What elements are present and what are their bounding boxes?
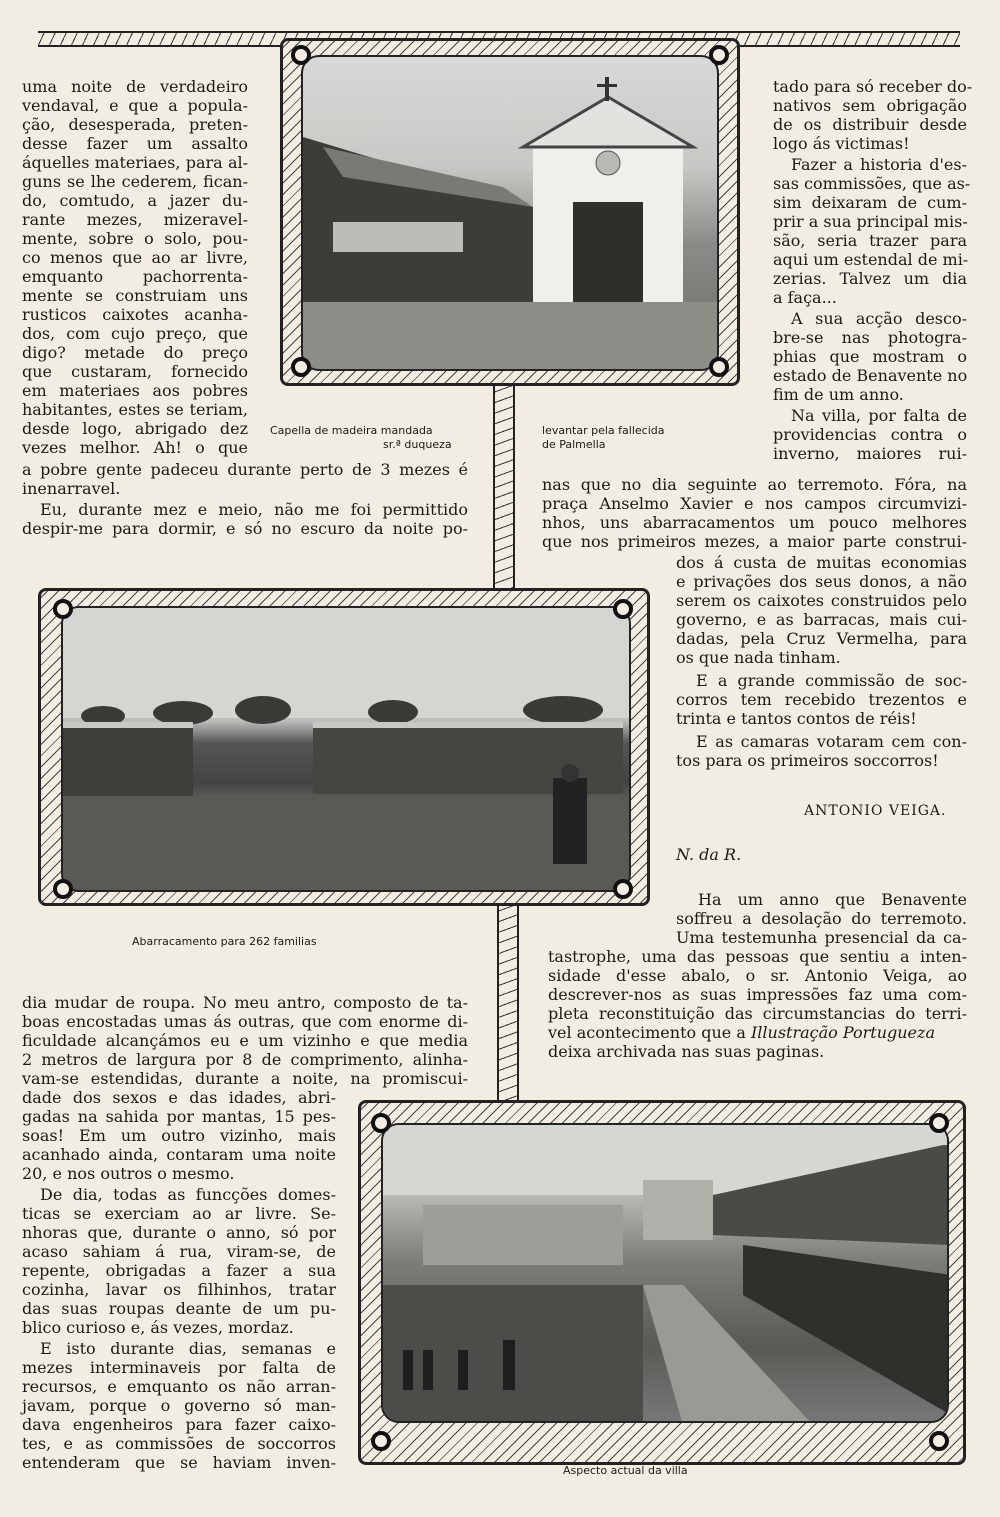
text-line: dos, com cujo preço, que	[22, 324, 248, 343]
village-photo	[381, 1123, 949, 1423]
frame-ring-tl	[371, 1113, 391, 1133]
text-line: nhoras que, durante o anno, só por	[22, 1223, 336, 1242]
village-illustration	[383, 1125, 949, 1423]
text-line: praça Anselmo Xavier e nos campos circumvizi-	[542, 494, 967, 513]
text-line: rusticos caixotes acanha-	[22, 305, 248, 324]
text-line: Eu, durante mez e meio, não me foi permittido	[40, 500, 468, 519]
text-line: habitantes, estes se teriam,	[22, 400, 248, 419]
text-line: e privações dos seus donos, a não	[676, 572, 967, 591]
text-line: acaso sahiam á rua, viram-se, de	[22, 1242, 336, 1261]
text-line: A sua acção desco-	[791, 309, 967, 328]
text-line: inenarravel.	[22, 479, 121, 498]
text-line-with-title	[548, 1023, 967, 1042]
text-line: desde logo, abrigado dez	[22, 419, 248, 438]
text-line: tado para só receber do-	[773, 77, 973, 96]
text-line: uma noite de verdadeiro	[22, 77, 248, 96]
text-line: gadas na sahida por mantas, 15 pes-	[22, 1107, 336, 1126]
text-line: tos para os primeiros soccorros!	[676, 751, 939, 770]
text-line: entenderam que se haviam inven-	[22, 1453, 336, 1472]
text-line: corros tem recebido trezentos e	[676, 690, 967, 709]
publication-title: Illustração Portugueza	[750, 1023, 935, 1042]
text-line: bre-se nas photogra-	[773, 328, 967, 347]
text-line: mente, sobre o solo, pou-	[22, 229, 248, 248]
text-line: que custaram, fornecido	[22, 362, 248, 381]
text-line: E isto durante dias, semanas e	[40, 1339, 336, 1358]
barracks-illustration	[63, 608, 631, 892]
caption-chapel-right-1: levantar pela fallecida	[542, 424, 665, 437]
text-line: mente se construiam uns	[22, 286, 248, 305]
caption-chapel-left-2: sr.ª duqueza	[383, 438, 452, 451]
text-line: dava engenheiros para fazer caixo-	[22, 1415, 336, 1434]
text-line: phias que mostram o	[773, 347, 967, 366]
text-line: repente, obrigadas a fazer a sua	[22, 1261, 336, 1280]
caption-barracks: Abarracamento para 262 familias	[132, 935, 317, 948]
text-line: trinta e tantos contos de réis!	[676, 709, 917, 728]
text-line: mezes interminaveis por falta de	[22, 1358, 336, 1377]
text-line: soffreu a desolação do terremoto.	[676, 909, 967, 928]
text-line: nas que no dia seguinte ao terremoto. Fóra, na	[542, 475, 967, 494]
text-line: providencias contra o	[773, 425, 967, 444]
text-line: Na villa, por falta de	[791, 406, 967, 425]
text-line: a pobre gente padeceu durante perto de 3 mezes é	[22, 460, 468, 479]
frame-ring-br	[613, 879, 633, 899]
text-line: logo ás victimas!	[773, 134, 910, 153]
text-line: acanhado ainda, contaram uma noite	[22, 1145, 336, 1164]
text-line: sidade d'esse abalo, o sr. Antonio Veiga, ao	[548, 966, 967, 985]
text-line: De dia, todas as funcções domes-	[40, 1185, 336, 1204]
text-line: a faça...	[773, 288, 837, 307]
text-line: co menos que ao ar livre,	[22, 248, 248, 267]
text-line: de os distribuir desde	[773, 115, 967, 134]
text-line: 20, e nos outros o mesmo.	[22, 1164, 235, 1183]
text-line: soas! Em um outro vizinho, mais	[22, 1126, 336, 1145]
text-line: javam, porque o governo só man-	[22, 1396, 336, 1415]
text-line: dos á custa de muitas economias	[676, 553, 967, 572]
text-line: desse fazer um assalto	[22, 134, 248, 153]
chapel-photo	[301, 55, 719, 371]
frame-ring-tr	[929, 1113, 949, 1133]
text-line: deixa archivada nas suas paginas.	[548, 1042, 825, 1061]
text-line: E as camaras votaram cem con-	[696, 732, 967, 751]
text-line: das suas roupas deante de um pu-	[22, 1299, 336, 1318]
frame-ring-tl	[291, 45, 311, 65]
text-line: prir a sua principal mis-	[773, 212, 968, 231]
text-line: vendaval, e que a popula-	[22, 96, 248, 115]
text-line: dade dos sexos e das idades, abri-	[22, 1088, 336, 1107]
text-line: Fazer a historia d'es-	[791, 155, 967, 174]
frame-ring-bl	[291, 357, 311, 377]
vertical-ornament-1	[493, 386, 515, 590]
text-line: cozinha, lavar os filhinhos, tratar	[22, 1280, 336, 1299]
text-line: tastrophe, uma das pessoas que sentiu a inten-	[548, 947, 967, 966]
text-line: ticas se exerciam ao ar livre. Se-	[22, 1204, 336, 1223]
text-line: nativos sem obrigação	[773, 96, 967, 115]
text-line: tes, e as commissões de soccorros	[22, 1434, 336, 1453]
caption-chapel-left-1: Capella de madeira mandada	[270, 424, 433, 437]
text-line: dia mudar de roupa. No meu antro, composto de ta-	[22, 993, 468, 1012]
author-signature: ANTONIO VEIGA.	[804, 803, 947, 819]
text-line: nhos, uns abarracamentos um pouco melhores	[542, 513, 967, 532]
text-line: dadas, pela Cruz Vermelha, para	[676, 629, 967, 648]
text-line: descrever-nos as suas impressões faz uma com-	[548, 985, 967, 1004]
frame-ring-bl	[371, 1431, 391, 1451]
text-line: pleta reconstituição das circumstancias do terri-	[548, 1004, 967, 1023]
text-line: vam-se estendidas, durante a noite, na promiscui-	[22, 1069, 468, 1088]
text-line: boas encostadas umas ás outras, que com enorme di-	[22, 1012, 468, 1031]
text-line: rante mezes, mizeravel-	[22, 210, 248, 229]
text-line: são, seria trazer para	[773, 231, 967, 250]
text-line: emquanto pachorrenta-	[22, 267, 248, 286]
barracks-photo	[61, 606, 631, 892]
frame-ring-br	[929, 1431, 949, 1451]
text-line: estado de Benavente no	[773, 366, 968, 385]
text-line: do, comtudo, a jazer du-	[22, 191, 248, 210]
text-fragment: vel acontecimento que a	[548, 1023, 751, 1042]
frame-ring-tl	[53, 599, 73, 619]
editor-note-heading: N. da R.	[676, 845, 742, 864]
frame-ring-tr	[613, 599, 633, 619]
chapel-illustration	[303, 57, 719, 371]
text-line: Uma testemunha presencial da ca-	[676, 928, 967, 947]
text-line: fim de um anno.	[773, 385, 904, 404]
text-line: vezes melhor. Ah! o que	[22, 438, 248, 457]
text-line: em materiaes aos pobres	[22, 381, 248, 400]
text-line: recursos, e emquanto os não arran-	[22, 1377, 336, 1396]
text-line: E a grande commissão de soc-	[696, 671, 967, 690]
text-line: zerias. Talvez um dia	[773, 269, 967, 288]
text-line: ficuldade alcançámos eu e um vizinho e que media	[22, 1031, 468, 1050]
text-line: guns se lhe cederem, fican-	[22, 172, 248, 191]
photo-frame-chapel	[280, 38, 740, 386]
text-line: digo? metade do preço	[22, 343, 248, 362]
text-line: serem os caixotes construidos pelo	[676, 591, 967, 610]
frame-ring-bl	[53, 879, 73, 899]
photo-frame-village	[358, 1100, 966, 1465]
caption-village: Aspecto actual da villa	[563, 1464, 688, 1477]
text-line: ção, desesperada, preten-	[22, 115, 248, 134]
text-line: aqui um estendal de mi-	[773, 250, 969, 269]
caption-chapel-right-2: de Palmella	[542, 438, 606, 451]
text-line: Ha um anno que Benavente	[698, 890, 967, 909]
text-line: os que nada tinham.	[676, 648, 841, 667]
text-line: inverno, maiores rui-	[773, 444, 967, 463]
text-line: sas commissões, que as-	[773, 174, 971, 193]
text-line: despir-me para dormir, e só no escuro da noite po-	[22, 519, 468, 538]
text-line: blico curioso e, ás vezes, mordaz.	[22, 1318, 294, 1337]
frame-ring-tr	[709, 45, 729, 65]
text-line: que nos primeiros mezes, a maior parte construi-	[542, 532, 967, 551]
photo-frame-barracks	[38, 588, 650, 906]
text-line: governo, e as barracas, mais cui-	[676, 610, 967, 629]
frame-ring-br	[709, 357, 729, 377]
vertical-ornament-2	[497, 905, 519, 1100]
text-line: áquelles materiaes, para al-	[22, 153, 248, 172]
text-line: sim deixaram de cum-	[773, 193, 967, 212]
text-line: 2 metros de largura por 8 de comprimento, alinha-	[22, 1050, 468, 1069]
